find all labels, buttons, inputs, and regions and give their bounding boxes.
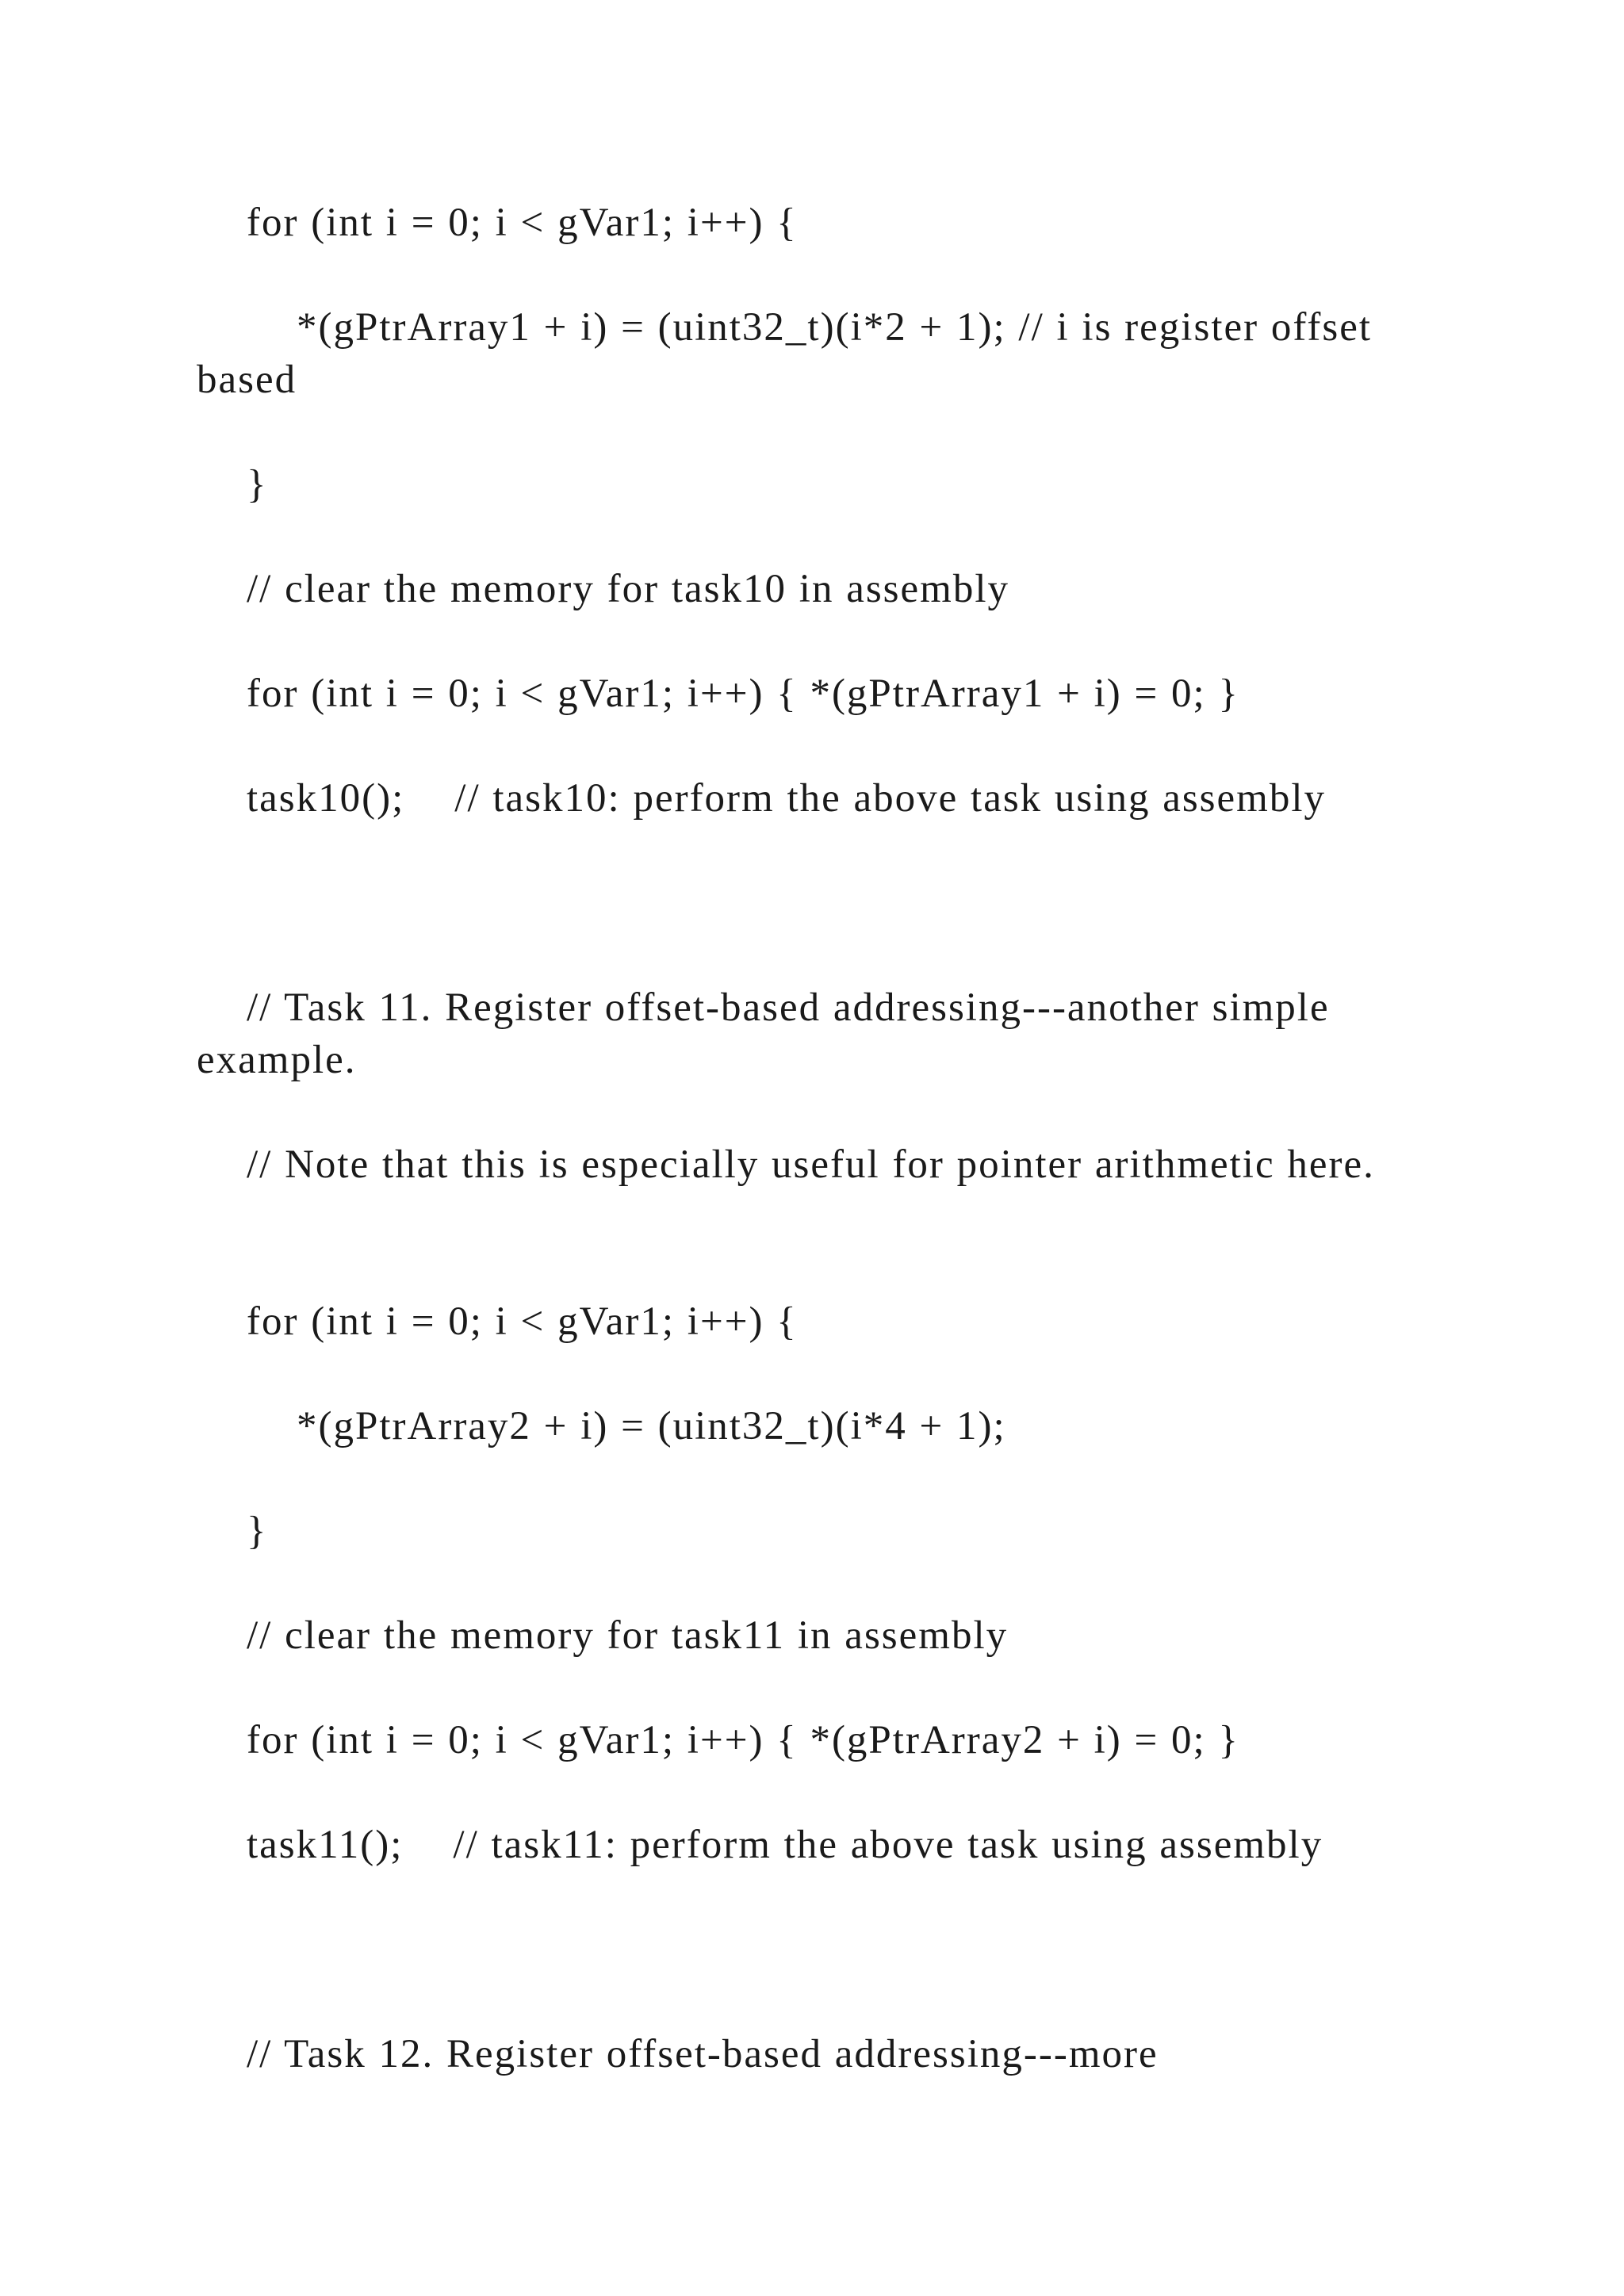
code-line-close-brace-2: }: [197, 1509, 268, 1553]
code-line-clear-array1: for (int i = 0; i < gVar1; i++) { *(gPtrArray1 + i) = 0; }: [197, 672, 1239, 716]
code-line-assign-array1: *(gPtrArray1 + i) = (uint32_t)(i*2 + 1); // i is register offset based: [197, 305, 1385, 402]
code-line-assign-array2: *(gPtrArray2 + i) = (uint32_t)(i*4 + 1);: [197, 1404, 1006, 1448]
code-line-task11-call: task11(); // task11: perform the above task using assembly: [197, 1823, 1323, 1867]
comment-task-11-note: // Note that this is especially useful for pointer arithmetic here.: [197, 1142, 1375, 1187]
code-line-clear-array2: for (int i = 0; i < gVar1; i++) { *(gPtrArray2 + i) = 0; }: [197, 1718, 1239, 1762]
comment-task-12-heading: // Task 12. Register offset-based addressing---more: [197, 2032, 1159, 2076]
comment-clear-task11: // clear the memory for task11 in assembly: [197, 1613, 1009, 1658]
comment-task-11-heading: // Task 11. Register offset-based addressing---another simple example.: [197, 985, 1342, 1082]
code-line-for-loop-2: for (int i = 0; i < gVar1; i++) {: [197, 1299, 798, 1344]
code-line-task10-call: task10(); // task10: perform the above task using assembly: [197, 776, 1327, 821]
code-line-close-brace-1: }: [197, 462, 268, 507]
code-line-for-loop-1: for (int i = 0; i < gVar1; i++) {: [197, 201, 798, 245]
comment-clear-task10: // clear the memory for task10 in assembly: [197, 567, 1010, 611]
